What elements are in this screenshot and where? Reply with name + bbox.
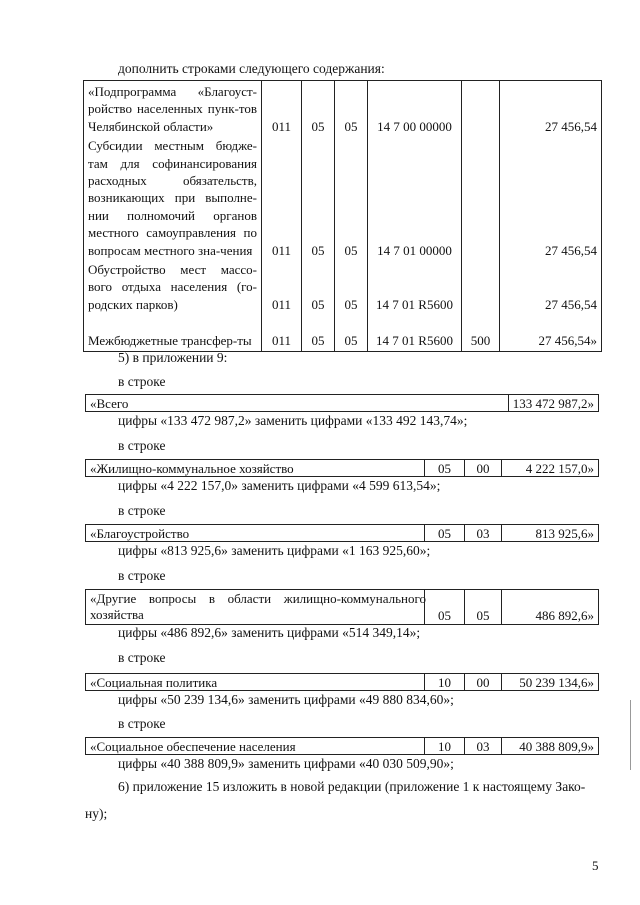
in-row-label: в строке [118,503,166,518]
item-6-line-1: 6) приложение 15 изложить в новой редакции (приложение 1 к настоящему Зако- [118,779,586,794]
replace-text: цифры «4 222 157,0» заменить цифрами «4 599 613,54»; [118,478,441,493]
cell-code [462,137,500,261]
replace-text: цифры «813 925,6» заменить цифрами «1 163 925,60»; [118,543,431,558]
row-label: «Другие вопросы в области жилищно-коммунального хозяйства [90,591,426,622]
row-box-housing [85,459,599,477]
row-box-social-security [85,737,599,755]
cell-code [462,81,500,138]
cell-code: 05 [302,315,335,352]
row-name: Субсидии местным бюдже-там для софинансирования расходных обязательств, возникающих при выполне-нии полномочий органов местного самоуправления по вопросам местного зна-чения [84,137,262,261]
cell-code: 14 7 01 00000 [368,137,462,261]
row-code-2: 03 [464,525,501,541]
row-code-2: 03 [464,738,501,754]
cell-code: 05 [302,261,335,315]
row-name: «Подпрограмма «Благоуст-ройство населенных пунк-тов Челябинской области» [84,81,262,138]
row-code-1: 05 [424,525,464,541]
cell-code: 05 [302,137,335,261]
row-value: 813 925,6» [501,525,598,541]
cell-code: 011 [262,261,302,315]
item-6-line-2: ну); [85,806,108,821]
item-5-heading: 5) в приложении 9: [118,350,228,365]
cell-code: 05 [335,137,368,261]
in-row-label: в строке [118,438,166,453]
replace-text: цифры «486 892,6» заменить цифрами «514 349,14»; [118,625,421,640]
intro-text: дополнить строками следующего содержания: [118,61,385,76]
row-code-2: 00 [464,460,501,476]
row-label: «Жилищно-коммунальное хозяйство [90,461,294,476]
row-label: «Благоустройство [90,526,190,541]
replace-text: цифры «50 239 134,6» заменить цифрами «49 880 834,60»; [118,692,454,707]
row-name: Межбюджетные трансфер-ты [84,315,262,352]
cell-amount: 27 456,54 [500,137,602,261]
cell-code: 011 [262,315,302,352]
table-row [84,261,602,315]
row-code-2: 05 [464,590,501,624]
page-number: 5 [592,858,599,873]
cell-code: 011 [262,81,302,138]
replace-text: цифры «133 472 987,2» заменить цифрами «133 492 143,74»; [118,413,468,428]
cell-code [462,261,500,315]
row-code-1: 05 [424,460,464,476]
cell-code: 14 7 01 R5600 [368,315,462,352]
cell-code: 05 [335,315,368,352]
row-box-social-policy [85,673,599,691]
row-code-2: 00 [464,674,501,690]
row-value: 486 892,6» [501,590,598,624]
in-row-label: в строке [118,716,166,731]
cell-code: 05 [335,261,368,315]
margin-mark [630,700,631,770]
row-box-total [85,394,599,412]
in-row-label: в строке [118,568,166,583]
row-box-other-housing [85,589,599,625]
cell-code: 500 [462,315,500,352]
cell-code: 011 [262,137,302,261]
table-row [84,81,602,138]
row-label: «Всего [90,396,129,411]
cell-amount: 27 456,54» [500,315,602,352]
replace-text: цифры «40 388 809,9» заменить цифрами «40 030 509,90»; [118,756,454,771]
cell-amount: 27 456,54 [500,81,602,138]
table-row [84,137,602,261]
cell-code: 14 7 00 00000 [368,81,462,138]
row-value: 40 388 809,9» [501,738,598,754]
row-label: «Социальная политика [90,675,218,690]
row-value: 4 222 157,0» [501,460,598,476]
in-row-label: в строке [118,650,166,665]
budget-table [83,80,602,352]
cell-code: 05 [335,81,368,138]
row-value: 50 239 134,6» [501,674,598,690]
cell-amount: 27 456,54 [500,261,602,315]
row-value: 133 472 987,2» [508,395,598,411]
cell-code: 14 7 01 R5600 [368,261,462,315]
row-box-improvement [85,524,599,542]
row-label: «Социальное обеспечение населения [90,739,296,754]
row-name: Обустройство мест массо-вого отдыха населения (го-родских парков) [84,261,262,315]
row-code-1: 10 [424,674,464,690]
cell-code: 05 [302,81,335,138]
table-row [84,315,602,352]
row-code-1: 05 [424,590,464,624]
in-row-label: в строке [118,374,166,389]
row-code-1: 10 [424,738,464,754]
